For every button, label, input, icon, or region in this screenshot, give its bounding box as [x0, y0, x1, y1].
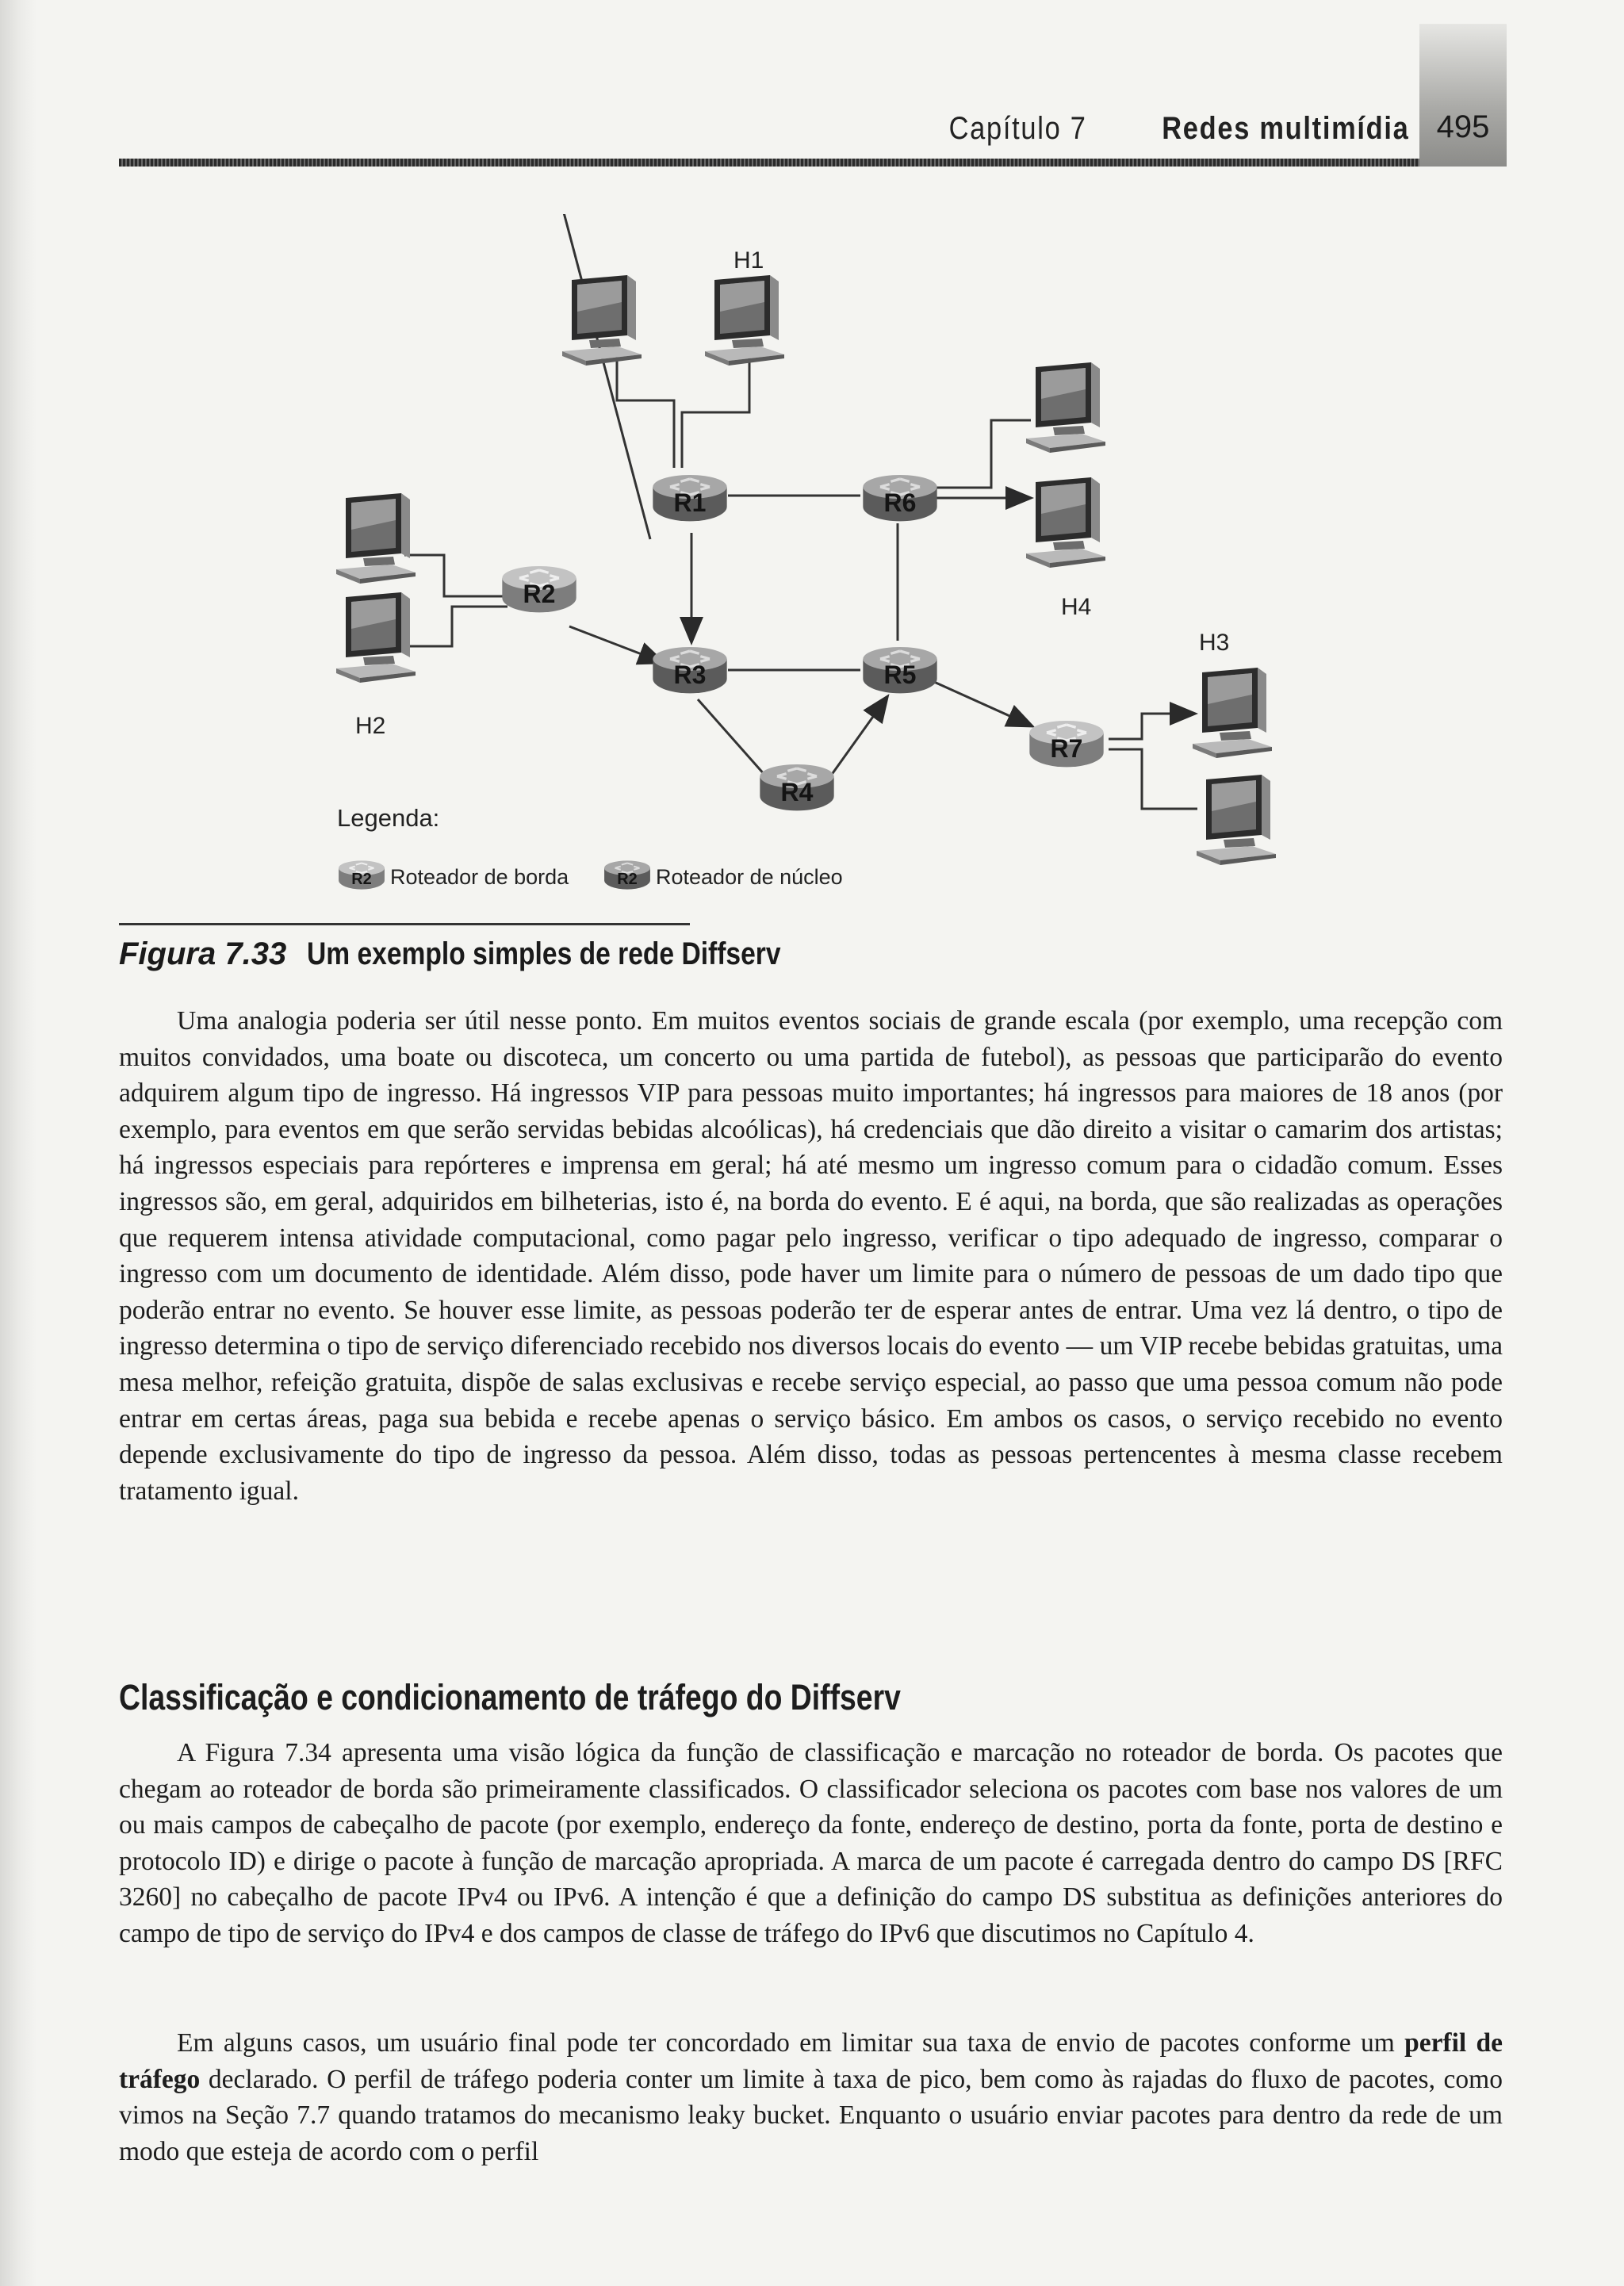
link-r3-r4	[698, 699, 765, 775]
link-r2-r1	[508, 214, 650, 539]
router-r5-label: R5	[883, 661, 917, 689]
link-h2b	[404, 607, 508, 646]
link-r5-r7	[934, 682, 1031, 726]
p3-term-traffic-profile: perfil de tráfego	[119, 2028, 1503, 2094]
router-r1-label: R1	[673, 488, 707, 517]
link-h1b	[682, 355, 749, 468]
legend-edge-symbol: R2	[351, 871, 372, 888]
body-paragraph-analogy: Uma analogia poderia ser útil nesse ponto. Em muitos eventos sociais de grande escala (por exemplo, uma recepção com muitos convidados, uma boate ou discoteca, um concerto ou uma partida de futebol), as pessoas que participarão do evento adquirem algum tipo de ingresso. Há ingressos VIP para pessoas muito importantes; há ingressos para maiores de 18 anos (por exemplo, para eventos em que serão servidas bebidas alcoólicas), há credenciais que dão direito a visitar o camarim dos artistas; há ingressos especiais para repórteres e imprensa em geral; há até mesmo um ingresso comum para o cidadão comum. Esses ingressos são, em geral, adquiridos em bilheterias, isto é, na borda do evento. E é aqui, na borda, que são realizadas as operações que requerem intensa atividade computacional, como pagar pelo ingresso, verificar o tipo adequado de ingresso, comparar o ingresso com um documento de identidade. Além disso, pode haver um limite para o número de pessoas de um dado tipo que poderão entrar no evento. Se houver esse limite, as pessoas poderão ter de esperar antes de entrar. Uma vez lá dentro, o tipo de ingresso determina o tipo de serviço diferenciado recebido nos diversos locais do evento — um VIP recebe bebidas gratuitas, uma mesa melhor, refeição gratuita, dispõe de salas exclusivas e recebe serviço especial, ao passo que uma pessoa comum não pode entrar em certas áreas, paga sua bebida e recebe apenas o serviço básico. Em ambos os casos, o serviço recebido no evento depende exclusivamente do tipo de ingresso da pessoa. Além disso, todas as pessoas pertencentes à mesma classe recebem tratamento igual.	[119, 1006, 1503, 1506]
link-r7-h3b	[1109, 749, 1197, 809]
router-r6-label: R6	[883, 488, 917, 517]
figure-caption	[119, 923, 781, 972]
host-h2-label: H2	[355, 713, 386, 739]
router-r7-label: R7	[1050, 734, 1083, 763]
router-r2-label: R2	[523, 580, 556, 608]
section-label: Redes multimídia	[1162, 111, 1410, 146]
router-r4-label: R4	[780, 778, 814, 806]
host-h4-bottom-computer	[1026, 477, 1105, 568]
link-r6-h4a	[936, 420, 1031, 488]
link-h2a	[404, 555, 508, 596]
host-h3-bottom-computer	[1197, 775, 1276, 865]
header-rule	[119, 159, 1503, 167]
host-h3-label: H3	[1199, 630, 1230, 656]
running-header-text	[949, 111, 1410, 147]
link-r2-r3	[569, 626, 662, 662]
host-h4-label: H4	[1061, 594, 1092, 620]
link-r7-h3a	[1109, 714, 1193, 739]
page-number: 495	[1436, 109, 1490, 144]
body-paragraph-classification: A Figura 7.34 apresenta uma visão lógica da função de classificação e marcação no roteador de borda. Os pacotes que chegam ao roteador de borda são primeiramente classificados. O classificador seleciona os pacotes com base nos valores de um ou mais campos de cabeçalho de pacote (por exemplo, endereço da fonte, endereço de destino, porta da fonte, porta de destino e protocolo ID) e dirige o pacote à função de marcação apropriada. A marca de um pacote é carregada dentro do campo DS [RFC 3260] no cabeçalho de pacote IPv4 ou IPv6. A intenção é que a definição do campo DS substitua as definições anteriores do campo de tipo de serviço do IPv4 e dos campos de classe de tráfego do IPv6 que discutimos no Capítulo 4.	[119, 1738, 1503, 1948]
host-h1-left-computer	[562, 275, 642, 366]
legend-edge-label: Roteador de borda	[390, 865, 569, 889]
p3-text-start: Em alguns casos, um usuário final pode ter concordado em limitar sua taxa de envio de pacotes conforme um	[177, 2028, 1405, 2058]
diffserv-network-diagram	[0, 214, 1624, 912]
p3-text-end: declarado. O perfil de tráfego poderia conter um limite à taxa de pico, bem como às rajadas do fluxo de pacotes, como vimos na Seção 7.7 quando tratamos do mecanismo leaky bucket. Enquanto o usuário enviar pacotes para dentro da rede de um modo que esteja de acordo com o perfil	[119, 2064, 1503, 2166]
link-r4-r5	[831, 698, 887, 775]
host-h3-top-computer	[1193, 668, 1272, 758]
figure-title: Um exemplo simples de rede Diffserv	[307, 936, 781, 971]
chapter-label: Capítulo 7	[949, 111, 1088, 146]
host-h2-bottom-computer	[336, 592, 416, 683]
link-h1a	[617, 355, 674, 468]
legend-title: Legenda:	[337, 804, 440, 832]
figure-label: Figura 7.33	[119, 936, 287, 971]
host-h1-label: H1	[733, 247, 764, 274]
running-header	[0, 0, 1624, 170]
legend-core-symbol: R2	[617, 871, 638, 888]
body-paragraph-traffic-profile	[119, 2025, 1503, 2169]
legend-core-label: Roteador de núcleo	[656, 865, 843, 889]
host-h4-top-computer	[1026, 362, 1105, 453]
host-h1-right-computer	[705, 275, 784, 366]
section-heading: Classificação e condicionamento de tráfego do Diffserv	[119, 1677, 901, 1717]
legend	[337, 804, 843, 890]
page-number-tab	[1419, 24, 1507, 167]
router-r3-label: R3	[673, 661, 707, 689]
host-h2-top-computer	[336, 493, 416, 584]
